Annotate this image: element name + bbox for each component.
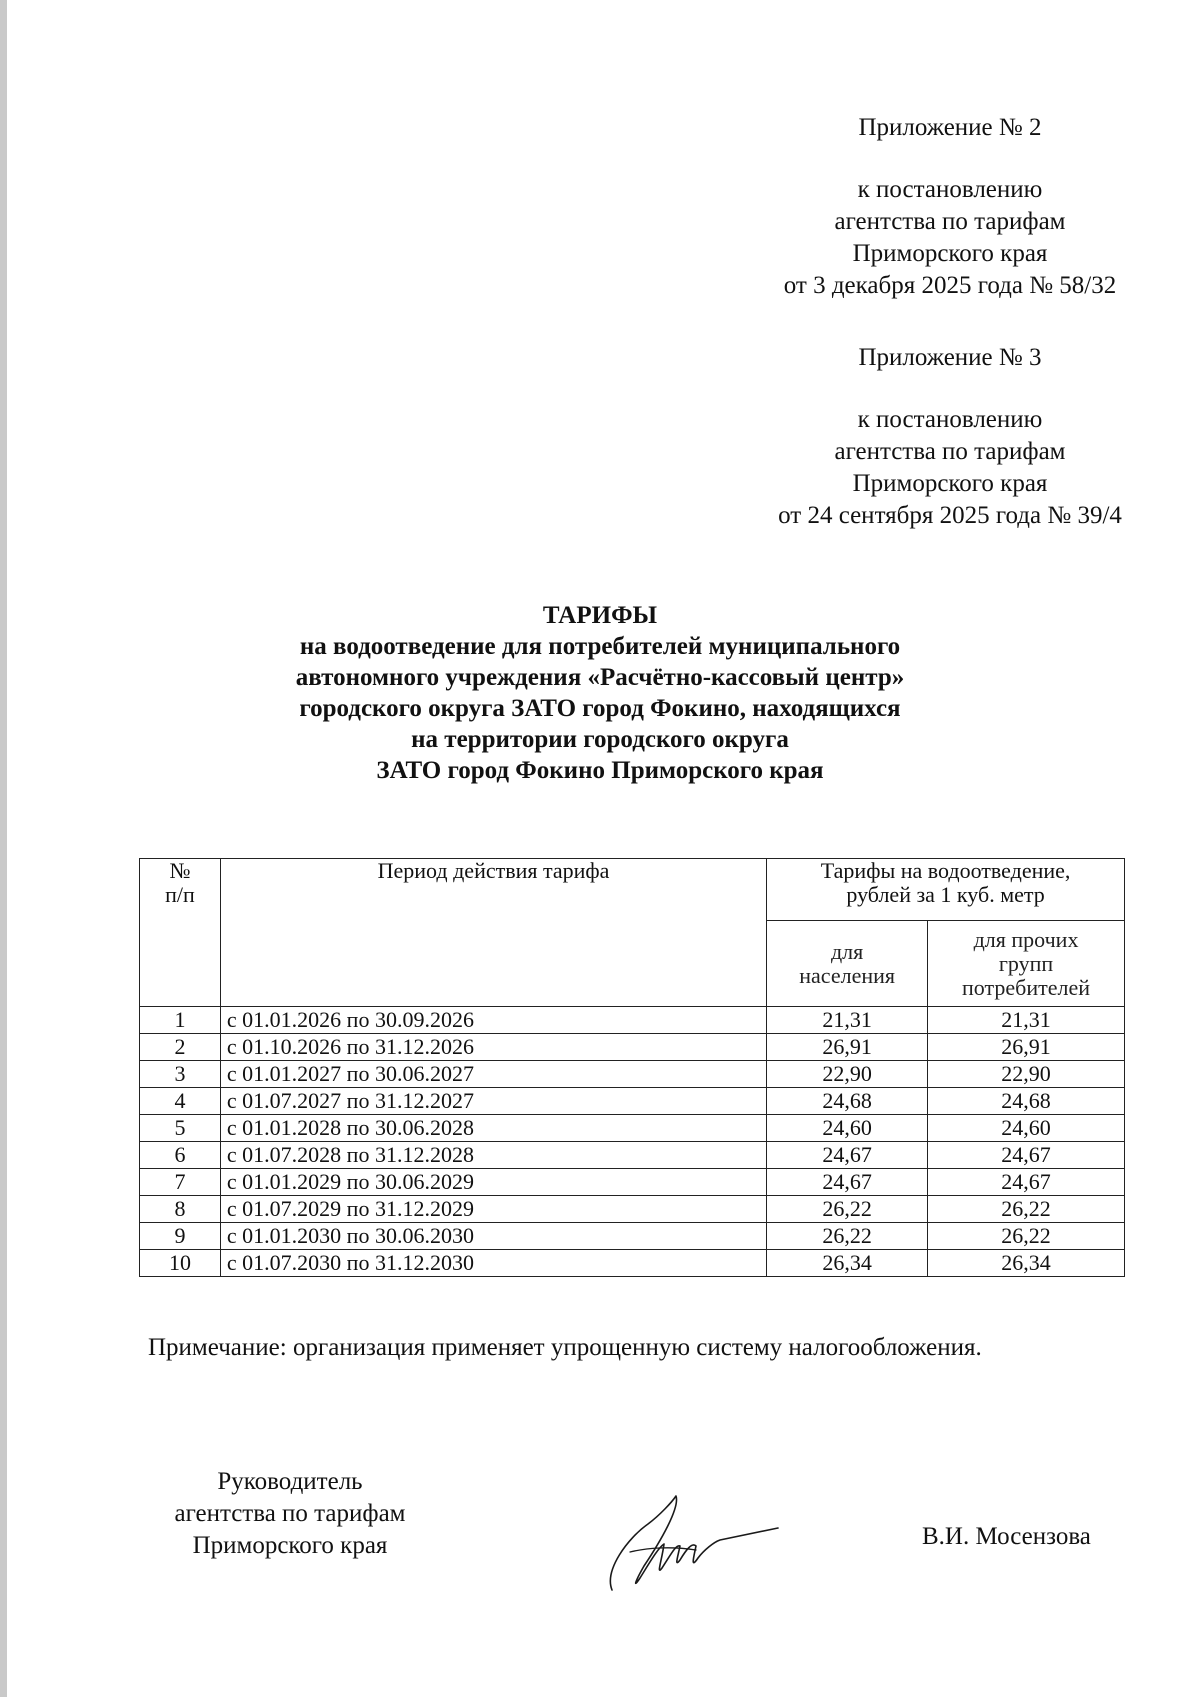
header-number — [140, 859, 221, 1007]
header-number-line: № — [169, 858, 191, 883]
appendix-3-line: к постановлению — [857, 406, 1043, 433]
tax-note: Примечание: организация применяет упрощенную систему налогообложения. — [148, 1334, 982, 1361]
row-population-tariff: 24,60 — [767, 1115, 928, 1142]
table-row — [140, 1169, 1125, 1196]
header-other-line: потребителей — [962, 974, 1091, 1000]
row-number: 7 — [140, 1169, 221, 1196]
table-row — [140, 1223, 1125, 1250]
handwritten-signature — [600, 1490, 780, 1600]
table-row — [140, 1034, 1125, 1061]
title-line: ТАРИФЫ — [542, 602, 658, 629]
header-number-line: п/п — [165, 882, 195, 907]
row-number: 9 — [140, 1223, 221, 1250]
row-period: с 01.07.2030 по 31.12.2030 — [220, 1250, 766, 1277]
appendix-2-line: агентства по тарифам — [834, 208, 1066, 235]
signatory-line: агентства по тарифам — [174, 1500, 406, 1527]
row-period: с 01.01.2028 по 30.06.2028 — [220, 1115, 766, 1142]
row-other-tariff: 24,68 — [928, 1088, 1125, 1115]
row-population-tariff: 22,90 — [767, 1061, 928, 1088]
appendix-2-line: от 3 декабря 2025 года № 58/32 — [783, 272, 1117, 299]
row-other-tariff: 21,31 — [928, 1007, 1125, 1034]
appendix-3-block — [700, 342, 1200, 532]
table-row — [140, 1196, 1125, 1223]
table-row — [140, 1115, 1125, 1142]
row-population-tariff: 26,22 — [767, 1196, 928, 1223]
title-line: городского округа ЗАТО город Фокино, находящихся — [299, 695, 901, 722]
row-population-tariff: 26,22 — [767, 1223, 928, 1250]
row-number: 8 — [140, 1196, 221, 1223]
table-row — [140, 1061, 1125, 1088]
row-population-tariff: 24,67 — [767, 1142, 928, 1169]
header-other-groups — [928, 921, 1125, 1007]
scan-edge — [0, 0, 7, 1697]
row-population-tariff: 21,31 — [767, 1007, 928, 1034]
row-number: 2 — [140, 1034, 221, 1061]
header-period — [220, 859, 766, 1007]
signatory-line: Руководитель — [217, 1468, 363, 1495]
document-title — [200, 600, 1000, 786]
appendix-2-block — [700, 112, 1200, 302]
row-other-tariff: 26,22 — [928, 1196, 1125, 1223]
table-row — [140, 1250, 1125, 1277]
row-number: 6 — [140, 1142, 221, 1169]
row-other-tariff: 26,22 — [928, 1223, 1125, 1250]
row-population-tariff: 26,91 — [767, 1034, 928, 1061]
row-period: с 01.01.2030 по 30.06.2030 — [220, 1223, 766, 1250]
row-other-tariff: 22,90 — [928, 1061, 1125, 1088]
appendix-3-line: Приморского края — [852, 470, 1048, 497]
appendix-3-heading: Приложение № 3 — [858, 344, 1042, 371]
header-tariffs-line: рублей за 1 куб. метр — [846, 882, 1045, 907]
row-number: 10 — [140, 1250, 221, 1277]
appendix-2-heading: Приложение № 2 — [858, 114, 1042, 141]
row-population-tariff: 26,34 — [767, 1250, 928, 1277]
tariff-table — [139, 858, 1125, 1277]
signatory-line: Приморского края — [192, 1532, 388, 1559]
table-row — [140, 1142, 1125, 1169]
row-period: с 01.07.2028 по 31.12.2028 — [220, 1142, 766, 1169]
header-other-line: групп — [998, 950, 1054, 976]
row-other-tariff: 24,60 — [928, 1115, 1125, 1142]
row-other-tariff: 24,67 — [928, 1142, 1125, 1169]
row-other-tariff: 26,34 — [928, 1250, 1125, 1277]
row-number: 1 — [140, 1007, 221, 1034]
row-period: с 01.07.2027 по 31.12.2027 — [220, 1088, 766, 1115]
row-population-tariff: 24,68 — [767, 1088, 928, 1115]
appendix-3-line: от 24 сентября 2025 года № 39/4 — [778, 502, 1122, 529]
row-number: 5 — [140, 1115, 221, 1142]
table-row — [140, 1088, 1125, 1115]
row-other-tariff: 26,91 — [928, 1034, 1125, 1061]
title-line: на территории городского округа — [411, 726, 789, 753]
row-period: с 01.10.2026 по 31.12.2026 — [220, 1034, 766, 1061]
title-line: на водоотведение для потребителей муниципального — [299, 633, 901, 660]
signatory-title — [150, 1466, 430, 1562]
header-other-line: для прочих — [973, 926, 1079, 952]
row-number: 3 — [140, 1061, 221, 1088]
table-row — [140, 1007, 1125, 1034]
appendix-2-line: Приморского края — [852, 240, 1048, 267]
title-line: автономного учреждения «Расчётно-кассовый центр» — [295, 664, 905, 691]
appendix-2-line: к постановлению — [857, 176, 1043, 203]
title-line: ЗАТО город Фокино Приморского края — [376, 757, 824, 784]
header-population-line: населения — [799, 962, 895, 988]
row-period: с 01.01.2027 по 30.06.2027 — [220, 1061, 766, 1088]
header-tariffs-line: Тарифы на водоотведение, — [820, 858, 1071, 883]
row-other-tariff: 24,67 — [928, 1169, 1125, 1196]
appendix-3-line: агентства по тарифам — [834, 438, 1066, 465]
signatory-name: В.И. Мосензова — [922, 1523, 1091, 1550]
row-population-tariff: 24,67 — [767, 1169, 928, 1196]
header-population-line: для — [830, 938, 864, 964]
row-period: с 01.07.2029 по 31.12.2029 — [220, 1196, 766, 1223]
row-period: с 01.01.2026 по 30.09.2026 — [220, 1007, 766, 1034]
header-tariffs — [767, 859, 1125, 921]
signature-stroke — [610, 1496, 778, 1590]
row-number: 4 — [140, 1088, 221, 1115]
header-population — [767, 921, 928, 1007]
row-period: с 01.01.2029 по 30.06.2029 — [220, 1169, 766, 1196]
header-period-label: Период действия тарифа — [377, 858, 610, 883]
